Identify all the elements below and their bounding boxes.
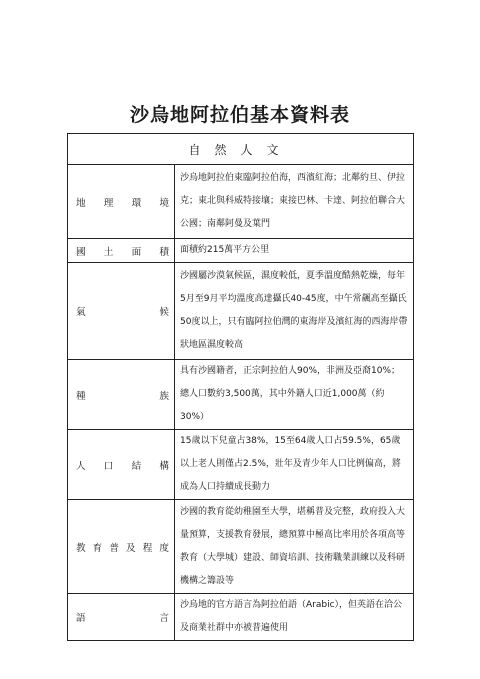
label-char: 地 bbox=[76, 197, 86, 209]
table-row-education bbox=[68, 500, 414, 594]
label-char: 及 bbox=[126, 542, 136, 554]
label-char: 教 bbox=[76, 542, 86, 554]
row-label-text bbox=[76, 244, 169, 258]
row-value-education: 沙國的教育從幼稚園至大學，堪稱普及完整，政府投入大量預算，支援教育發展，總預算中極高比率用於各項高等教育（大學城）建設、師資培訓、技術職業訓練以及科研機構之籌設等 bbox=[175, 500, 414, 594]
label-char: 構 bbox=[159, 460, 169, 472]
label-char: 語 bbox=[76, 613, 86, 624]
label-char: 口 bbox=[103, 460, 114, 472]
row-label-text bbox=[76, 458, 169, 472]
row-value-geography: 沙烏地阿拉伯東臨阿拉伯海，西濱紅海；北鄰約旦、伊拉克；東北與科威特接壤；東接巴林、卡達、阿拉伯聯合大公國；南鄰阿曼及葉門 bbox=[175, 165, 414, 239]
label-char: 候 bbox=[159, 307, 169, 318]
table-row-ethnicity bbox=[68, 360, 414, 430]
label-char: 程 bbox=[142, 542, 153, 554]
row-value-language: 沙烏地的官方語言為阿拉伯語（Arabic），但英語在洽公及商業社群中亦被普遍使用 bbox=[175, 594, 414, 641]
row-label-text bbox=[76, 540, 169, 554]
label-char: 度 bbox=[159, 542, 169, 554]
label-char: 結 bbox=[131, 460, 142, 472]
section-title: 自然人文 bbox=[68, 134, 414, 165]
row-value-population: 15歲以下兒童占38%，15至64歲人口占59.5%，65歲以上老人則僅占2.5%，壯年及青少年人口比例偏高，將成為人口持續成長動力 bbox=[175, 430, 414, 500]
row-label-population bbox=[68, 430, 175, 500]
row-label-language bbox=[68, 594, 175, 641]
label-char: 氣 bbox=[76, 307, 86, 318]
label-char: 育 bbox=[92, 542, 103, 554]
table-row-language bbox=[68, 594, 414, 641]
table-row-geography bbox=[68, 165, 414, 239]
label-char: 土 bbox=[103, 246, 114, 258]
table-row-climate bbox=[68, 263, 414, 360]
row-label-area bbox=[68, 239, 175, 263]
row-value-climate: 沙國屬沙漠氣候區，濕度較低，夏季溫度酷熱乾燥，每年5月至9月平均溫度高達攝氏40-45度，中午常飆高至攝氏50度以上，只有臨阿拉伯灣的東海岸及濱紅海的西海岸帶狀地區濕度較高 bbox=[175, 263, 414, 360]
label-char: 普 bbox=[109, 542, 119, 554]
row-value-area: 面積約215萬平方公里 bbox=[175, 239, 414, 263]
label-char: 國 bbox=[76, 246, 86, 258]
label-char: 積 bbox=[159, 246, 169, 258]
label-char: 族 bbox=[159, 390, 169, 402]
row-label-ethnicity bbox=[68, 360, 175, 430]
row-label-education bbox=[68, 500, 175, 594]
section-header-row bbox=[68, 134, 414, 165]
row-label-text bbox=[76, 304, 169, 318]
label-char: 人 bbox=[76, 460, 86, 472]
label-char: 種 bbox=[76, 390, 86, 402]
row-label-text bbox=[76, 388, 169, 402]
row-label-climate bbox=[68, 263, 175, 360]
basic-info-table bbox=[67, 133, 414, 641]
label-char: 境 bbox=[159, 197, 169, 209]
label-char: 理 bbox=[103, 197, 114, 209]
page-title: 沙烏地阿拉伯基本資料表 bbox=[129, 104, 350, 126]
label-char: 面 bbox=[131, 246, 142, 258]
label-char: 環 bbox=[131, 197, 142, 209]
row-label-text bbox=[76, 610, 169, 624]
row-label-text bbox=[76, 195, 169, 209]
table-row-area bbox=[68, 239, 414, 263]
row-value-ethnicity: 具有沙國籍者，正宗阿拉伯人90%，非洲及亞裔10%；總人口數約3,500萬，其中外籍人口近1,000萬（約30%） bbox=[175, 360, 414, 430]
row-label-geography bbox=[68, 165, 175, 239]
table-row-population bbox=[68, 430, 414, 500]
label-char: 言 bbox=[159, 613, 169, 624]
